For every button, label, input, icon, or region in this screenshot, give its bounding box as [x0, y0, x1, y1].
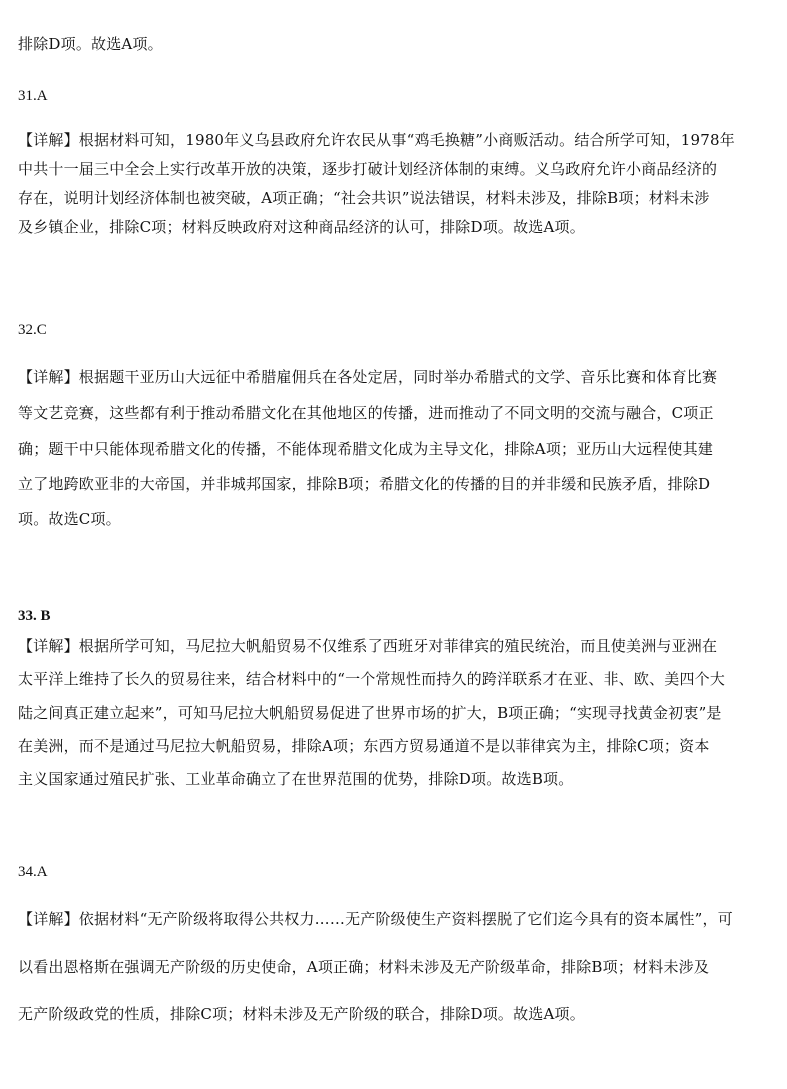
question-32-line-2: 等文艺竞赛，这些都有利于推动希腊文化在其他地区的传播，进而推动了不同文明的交流与融合，C项正: [18, 404, 714, 422]
question-32-line-1: 【详解】根据题干亚历山大远征中希腊雇佣兵在各处定居，同时举办希腊式的文学、音乐比赛和体育比赛: [18, 368, 718, 386]
question-31-line-1: 【详解】根据材料可知，1980年义乌县政府允许农民从事“鸡毛换糖”小商贩活动。结合所学可知，1978年: [18, 131, 735, 149]
question-31-line-3: 存在，说明计划经济体制也被突破，A项正确；“社会共识”说法错误，材料未涉及，排除B项；材料未涉: [18, 189, 710, 207]
intro-text-line: 排除D项。故选A项。: [18, 35, 163, 53]
question-31-line-2: 中共十一届三中全会上实行改革开放的决策，逐步打破计划经济体制的束缚。义乌政府允许小商品经济的: [18, 160, 718, 178]
question-32-line-5: 项。故选C项。: [18, 510, 121, 528]
question-33-line-1: 【详解】根据所学可知，马尼拉大帆船贸易不仅维系了西班牙对菲律宾的殖民统治，而且使美洲与亚洲在: [18, 637, 718, 655]
question-32-number: 32.C: [18, 322, 47, 338]
question-31-number: 31.A: [18, 88, 48, 104]
question-33-line-3: 陆之间真正建立起来”，可知马尼拉大帆船贸易促进了世界市场的扩大，B项正确；“实现寻找黄金初衷”是: [18, 704, 722, 722]
question-34-line-1: 【详解】依据材料“无产阶级将取得公共权力……无产阶级使生产资料摆脱了它们迄今具有的资本属性”，可: [18, 910, 733, 928]
question-33-number: 33. B: [18, 608, 51, 624]
question-32-line-3: 确；题干中只能体现希腊文化的传播，不能体现希腊文化成为主导文化，排除A项；亚历山大远程使其建: [18, 440, 714, 458]
question-31-line-4: 及乡镇企业，排除C项；材料反映政府对这种商品经济的认可，排除D项。故选A项。: [18, 218, 585, 236]
question-33-line-2: 太平洋上维持了长久的贸易往来，结合材料中的“一个常规性而持久的跨洋联系才在亚、非、欧、美四个大: [18, 670, 726, 688]
question-34-line-3: 无产阶级政党的性质，排除C项；材料未涉及无产阶级的联合，排除D项。故选A项。: [18, 1005, 585, 1023]
question-33-line-5: 主义国家通过殖民扩张、工业革命确立了在世界范围的优势，排除D项。故选B项。: [18, 770, 574, 788]
question-33-line-4: 在美洲，而不是通过马尼拉大帆船贸易，排除A项；东西方贸易通道不是以菲律宾为主，排除C项；资本: [18, 737, 710, 755]
question-32-line-4: 立了地跨欧亚非的大帝国，并非城邦国家，排除B项；希腊文化的传播的目的并非缓和民族矛盾，排除D: [18, 475, 711, 493]
question-34-line-2: 以看出恩格斯在强调无产阶级的历史使命，A项正确；材料未涉及无产阶级革命，排除B项；材料未涉及: [18, 958, 710, 976]
question-34-number: 34.A: [18, 864, 48, 880]
